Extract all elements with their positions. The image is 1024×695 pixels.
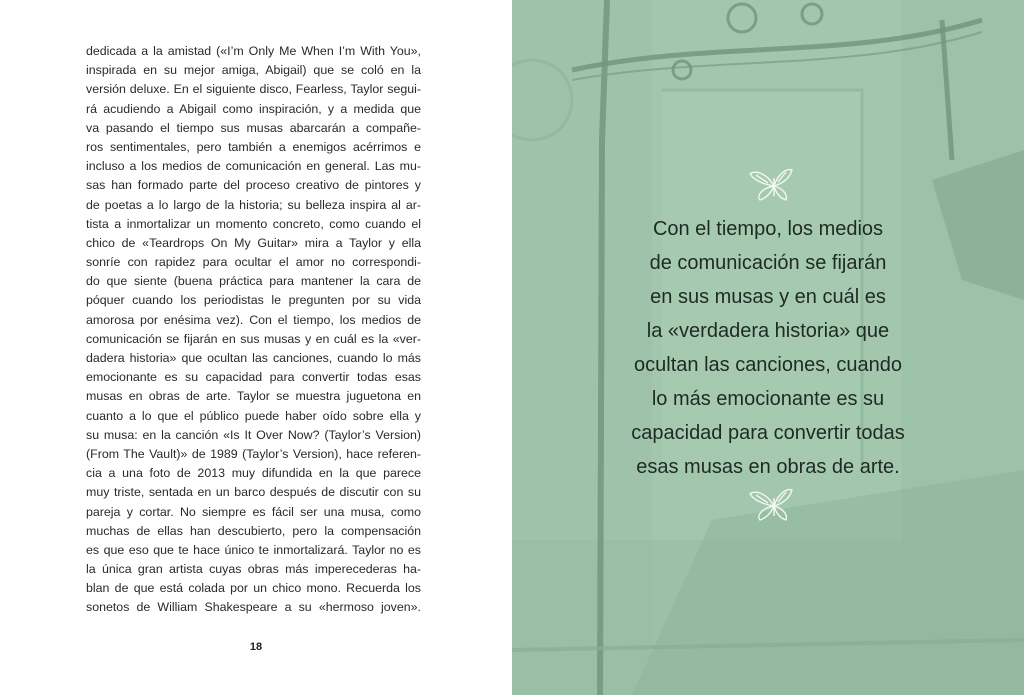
text-line: cuanto a lo que el público puede haber oído sobre ella y (86, 408, 421, 423)
quote-line: Con el tiempo, los medios (652, 218, 884, 240)
text-line: chico de «Teardrops On My Guitar» mira a Taylor y ella (86, 235, 421, 250)
text-line: incluso a los medios de comunicación en general. Las mu- (86, 159, 421, 174)
text-line: es que eso que te hace único te inmortalizará. Taylor no es (86, 542, 421, 557)
butterfly-icon (748, 166, 800, 204)
text-line: póquer cuando los periodistas le pregunten por su vida (86, 293, 421, 308)
quote-line: esas musas en obras de arte. (636, 456, 900, 478)
body-text (86, 42, 421, 618)
butterfly-icon (748, 486, 800, 524)
text-line: su musa: en la canción «Is It Over Now? (Taylor’s Version) (86, 427, 421, 442)
text-line: amorosa por enésima vez). Con el tiempo, los medios de (86, 312, 421, 327)
quote-line: de comunicación se fijarán (649, 252, 887, 274)
text-line: rá acudiendo a Abigail como inspiración, y a medida que (86, 101, 421, 116)
text-line: va pasando el tiempo sus musas abarcarán a compañe- (86, 120, 421, 135)
text-line: do que siente (buena práctica para mantener la cara de (86, 274, 421, 289)
text-line: (From The Vault)» de 1989 (Taylor’s Version), hace referen- (86, 446, 421, 461)
text-line: emocionante es su capacidad para convertir todas esas (86, 370, 421, 385)
text-line: sas han formado parte del proceso creativo de pintores y (86, 178, 421, 193)
text-line: sonetos de William Shakespeare a su «hermoso joven». (86, 600, 421, 615)
quote-line: ocultan las canciones, cuando (634, 354, 902, 376)
page-number: 18 (249, 641, 263, 653)
text-line: de poetas a lo largo de la historia; su belleza inspira al ar- (86, 197, 421, 212)
text-line: inspirada en su mejor amiga, Abigail) que se coló en la (86, 63, 421, 78)
text-line: dedicada a la amistad («I’m Only Me When I’m With You», (86, 44, 421, 58)
text-line: la única gran artista cuyas obras más imperecederas ha- (86, 562, 421, 577)
text-line: pareja y cortar. No siempre es fácil ser una musa, como (86, 504, 421, 519)
pull-quote (512, 212, 1024, 484)
text-line: tista a inmortalizar un momento concreto, como cuando el (86, 216, 421, 231)
quote-line: en sus musas y en cuál es (650, 286, 886, 308)
text-line: muy triste, sentada en un barco después de discutir con su (86, 485, 421, 500)
text-line: versión deluxe. En el siguiente disco, Fearless, Taylor segui- (86, 82, 421, 97)
text-line: comunicación se fijarán en sus musas y en cuál es la «ver- (86, 331, 421, 346)
right-page (512, 0, 1024, 695)
text-line: cia a una foto de 2013 muy difundida en la que parece (86, 466, 421, 481)
quote-line: lo más emocionante es su (651, 388, 885, 410)
quote-line: capacidad para convertir todas (631, 422, 905, 444)
text-line: dadera historia» que ocultan las canciones, cuando lo más (86, 351, 421, 365)
text-line: ros sentimentales, pero también a enemigos acérrimos e (86, 139, 421, 154)
text-line: sonríe con rapidez para ocultar el amor no correspondi- (86, 255, 421, 270)
text-line: blan de que está colada por un chico mono. Recuerda los (86, 581, 421, 596)
text-line: muchas de ellas han descubierto, pero la compensación (86, 523, 421, 538)
quote-line: la «verdadera historia» que (646, 320, 890, 342)
text-line: musas en obras de arte. Taylor se muestra juguetona en (86, 389, 421, 404)
